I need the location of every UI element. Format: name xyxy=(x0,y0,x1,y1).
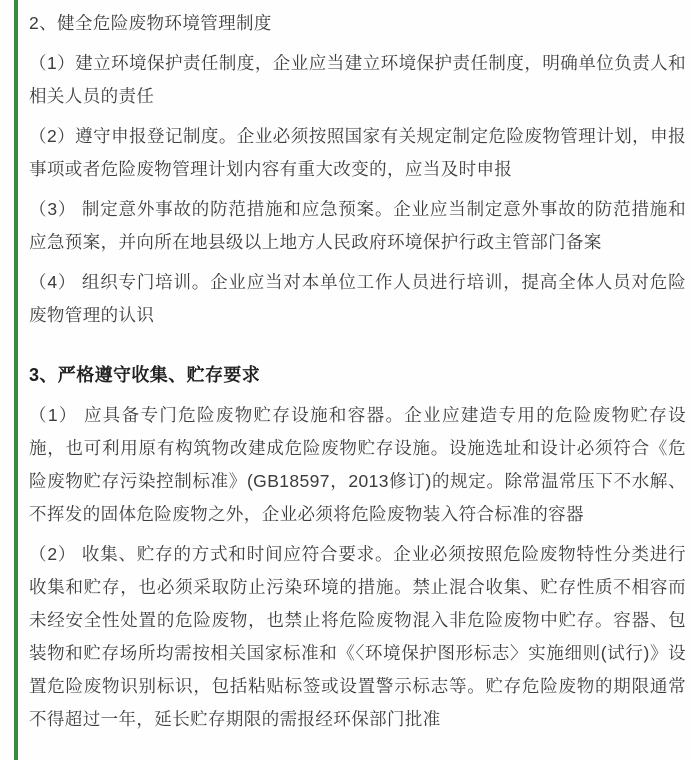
document-content xyxy=(18,0,691,736)
section-2-paragraph-1: （1）建立环境保护责任制度，企业应当建立环境保护责任制度，明确单位负责人和相关人员的责任 xyxy=(29,53,686,106)
section-2-paragraph-4: （4） 组织专门培训。企业应当对本单位工作人员进行培训，提高全体人员对危险废物管理的认识 xyxy=(29,272,686,325)
section-2-heading: 2、健全危险废物环境管理制度 xyxy=(29,13,272,33)
section-3-paragraph-1: （1） 应具备专门危险废物贮存设施和容器。企业应建造专用的危险废物贮存设施，也可利用原有构筑物改建成危险废物贮存设施。设施选址和设计必须符合《危险废物贮存污染控制标准》(GB18597，2013修订)的规定。除常温常压下不水解、不挥发的固体危险废物之外，企业必须将危险废物装入符合标准的容器 xyxy=(29,405,686,524)
section-3-heading: 3、严格遵守收集、贮存要求 xyxy=(29,365,261,385)
green-left-border xyxy=(14,0,18,760)
section-3-paragraph-2: （2） 收集、贮存的方式和时间应符合要求。企业必须按照危险废物特性分类进行收集和贮存，也必须采取防止污染环境的措施。禁止混合收集、贮存性质不相容而未经安全性处置的危险废物，也禁止将危险废物混入非危险废物中贮存。容器、包装物和贮存场所均需按相关国家标准和《〈环境保护图形标志〉实施细则(试行)》设置危险废物识别标识，包括粘贴标签或设置警示标志等。贮存危险废物的期限通常不得超过一年，延长贮存期限的需报经环保部门批准 xyxy=(29,544,686,729)
section-2-paragraph-3: （3） 制定意外事故的防范措施和应急预案。企业应当制定意外事故的防范措施和应急预案，并向所在地县级以上地方人民政府环境保护行政主管部门备案 xyxy=(29,199,686,252)
section-2-paragraph-2: （2）遵守申报登记制度。企业必须按照国家有关规定制定危险废物管理计划，申报事项或者危险废物管理计划内容有重大改变的，应当及时申报 xyxy=(29,126,686,179)
